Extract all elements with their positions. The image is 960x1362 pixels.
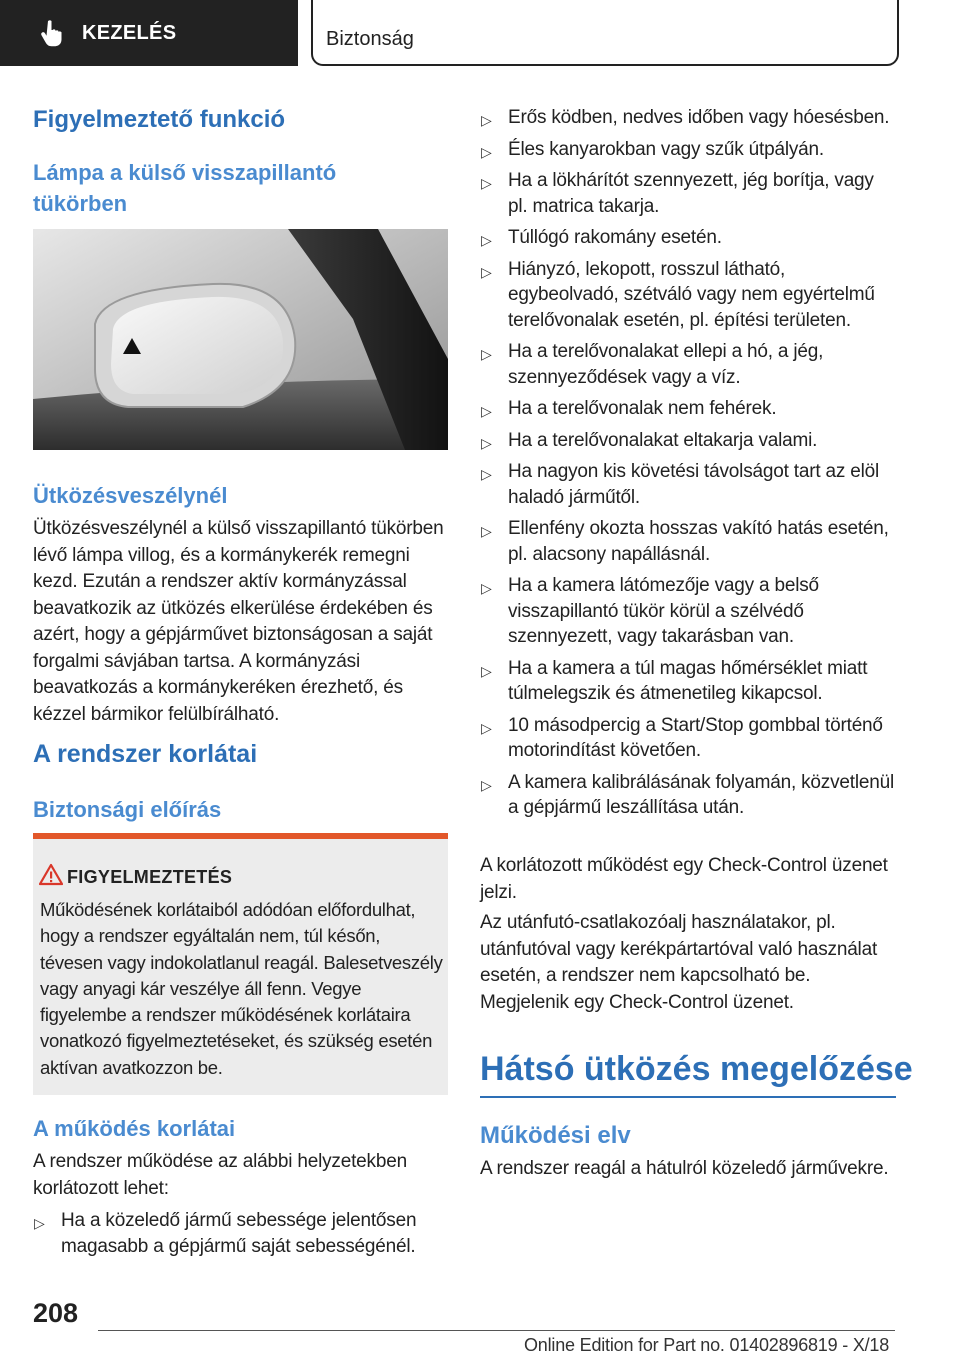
function-limits-title: A működés korlátai	[33, 1116, 236, 1141]
bullet-triangle-icon: ▷	[481, 346, 492, 362]
collision-title: Ütközésveszélynél	[33, 483, 228, 508]
section-label: Biztonság	[326, 28, 414, 50]
list-item: ▷ Hiányzó, lekopott, rosszul látható, egybeolvadó, szétváló vagy nem egyértelmű terelővonalak esetén, pl. építési területen.	[481, 258, 875, 331]
bullet-triangle-icon: ▷	[481, 175, 492, 191]
bullet-triangle-icon: ▷	[481, 523, 492, 539]
list-item: ▷ Ha a terelővonalakat eltakarja valami.	[480, 428, 898, 454]
warning-heading: FIGYELMEZTETÉS	[67, 867, 233, 887]
list-item: ▷ Erős ködben, nedves időben vagy hóesésben.	[480, 105, 898, 131]
principle-text: A rendszer reagál a hátulról közeledő járművekre.	[480, 1158, 889, 1179]
list-item: ▷ Ellenfény okozta hosszas vakító hatás esetén, pl. alacsony napállásnál.	[481, 518, 889, 565]
limits-list-left	[33, 1208, 448, 1259]
mirror-image	[33, 229, 448, 450]
footer-rule	[98, 1330, 895, 1331]
bullet-triangle-icon: ▷	[481, 466, 492, 482]
collision-text: Ütközésveszélynél a külső visszapillantó tükörben lévő lámpa villog, és a kormánykerék remegni kezd. Ezután a rendszer aktív kormányzással beavatkozik az ütközés elkerülése érdekében és azért, hogy a gépjárművet biztonságosan a saját forgalmi sávjában tartsa. A kormányzási beavatkozás a kormánykeréken érezhető, és kézzel bármikor felülbírálható.	[33, 518, 444, 725]
page-header	[0, 0, 960, 68]
function-limits-text: A rendszer működése az alábbi helyzetekben korlátozott lehet:	[33, 1151, 407, 1199]
hand-pointer-icon	[40, 19, 66, 47]
warning-box	[33, 833, 448, 1095]
bullet-triangle-icon: ▷	[481, 112, 492, 128]
bullet-triangle-icon: ▷	[481, 434, 492, 451]
list-item: ▷ Ha a lökhárítót szennyezett, jég borítja, vagy pl. matrica takarja.	[481, 170, 874, 217]
list-item: ▷ Ha a terelővonalakat ellepi a hó, a jég, szennyeződések vagy a víz.	[481, 341, 824, 388]
bullet-triangle-icon: ▷	[481, 662, 492, 679]
chapter-tab	[0, 0, 298, 66]
check-control-text: A korlátozott működést egy Check-Control üzenet jelzi.	[480, 855, 888, 903]
list-item: ▷ Ha a terelővonalak nem fehérek.	[480, 396, 898, 422]
chapter-label: KEZELÉS	[82, 21, 177, 44]
list-item: ▷ 10 másodpercig a Start/Stop gombbal történő motorindítást követően.	[481, 714, 883, 761]
mirror-illustration	[33, 229, 448, 450]
list-item: ▷ Ha a kamera látómezője vagy a belső visszapillantó tükör körül a szélvédő szennyezett, vagy takarásban van.	[481, 575, 819, 647]
bullet-triangle-icon: ▷	[481, 263, 492, 280]
safety-title: Biztonsági előírás	[33, 797, 222, 822]
list-item: ▷ Túllógó rakomány esetén.	[480, 225, 898, 251]
title-rule	[480, 1096, 896, 1098]
rear-collision-title: Hátsó ütközés megelőzése	[480, 1050, 913, 1088]
bullet-triangle-icon: ▷	[481, 580, 492, 596]
section-header	[311, 0, 899, 66]
warning-triangle-icon	[39, 863, 63, 887]
bullet-triangle-icon: ▷	[34, 1215, 45, 1231]
bullet-triangle-icon: ▷	[481, 776, 492, 793]
section-title: Figyelmeztető funkció	[33, 106, 286, 133]
principle-title: Működési elv	[480, 1122, 631, 1149]
subsection-title: Lámpa a külső visszapillantó tükörben	[33, 160, 337, 216]
bullet-triangle-icon: ▷	[481, 403, 492, 419]
limits-list-right	[480, 105, 898, 827]
warning-text: Működésének korlátaiból adódóan előfordulhat, hogy a rendszer egyáltalán nem, túl későn, tévesen vagy indokolatlanul reagál. Balesetveszély vagy anyagi kár veszélye áll fenn. Vegye figyelembe a rendszer működésének korlátaira vonatkozó figyelmeztetéseket, és szükség esetén aktívan avatkozzon be.	[40, 899, 443, 1078]
limits-title: A rendszer korlátai	[33, 740, 258, 768]
page-number: 208	[33, 1298, 79, 1328]
bullet-triangle-icon: ▷	[481, 143, 492, 160]
trailer-text: Az utánfutó-csatlakozóalj használatakor, pl. utánfutóval vagy kerékpártartóval való használat esetén, a rendszer nem kapcsolható be. Megjelenik egy Check-Control üzenet.	[480, 912, 878, 1013]
list-item: ▷ Ha a közeledő jármű sebessége jelentősen magasabb a gépjármű saját sebességénél.	[34, 1210, 417, 1257]
footer-edition: Online Edition for Part no. 01402896819 - X/18	[524, 1335, 890, 1355]
list-item: ▷ Éles kanyarokban vagy szűk útpályán.	[480, 137, 898, 163]
bullet-triangle-icon: ▷	[481, 719, 492, 736]
bullet-triangle-icon: ▷	[481, 232, 492, 248]
list-item: ▷ Ha a kamera a túl magas hőmérséklet miatt túlmelegszik és átmenetileg kikapcsol.	[481, 657, 868, 704]
list-item: ▷ A kamera kalibrálásának folyamán, közvetlenül a gépjármű leszállítása után.	[481, 771, 894, 818]
list-item: ▷ Ha nagyon kis követési távolságot tart az elöl haladó járműtől.	[481, 461, 880, 508]
